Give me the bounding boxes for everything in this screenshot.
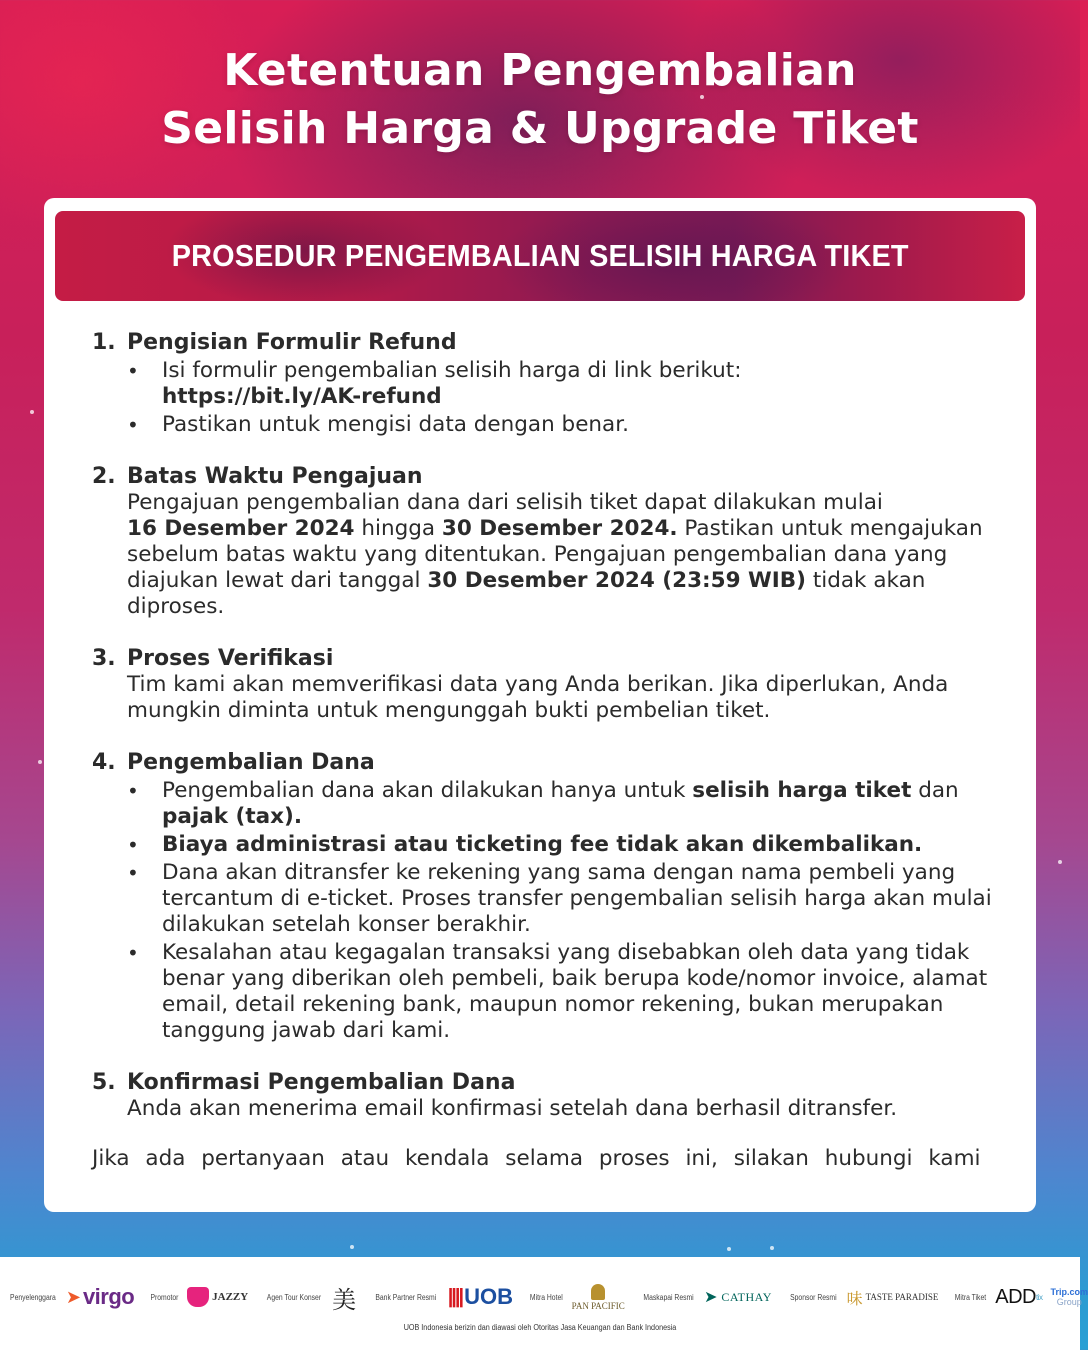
taste-paradise-mark-icon: 味 <box>846 1288 863 1308</box>
list-item: • Pastikan untuk mengisi data dengan benar. <box>127 412 1002 438</box>
section-deadline <box>92 464 1002 620</box>
sponsor-label: Sponsor Resmi <box>790 1292 837 1302</box>
sponsor-label: Bank Partner Resmi <box>375 1292 437 1302</box>
sponsor-label: Mitra Tiket <box>955 1292 987 1302</box>
sponsor-label: Agen Tour Konser <box>266 1292 322 1302</box>
procedure-list <box>92 330 1002 1172</box>
taste-paradise-logo: 味 TASTE PARADISE <box>847 1286 939 1309</box>
list-item: • Biaya administrasi atau ticketing fee tidak akan dikembalikan. <box>127 832 1002 858</box>
virgo-mark-icon: ➤ <box>65 1286 81 1307</box>
list-item: • Kesalahan atau kegagalan transaksi yang disebabkan oleh data yang tidak benar yang diberikan oleh pembeli, baik berupa kode/nomor invoice, alamat email, detail rekening bank, maupun nomor rekening, bukan merupakan tanggung jawab dari kami. <box>127 940 1002 1044</box>
section-confirmation <box>92 1070 1002 1122</box>
deadline: 30 Desember 2024 (23:59 WIB) <box>427 568 806 593</box>
section-heading: Pengembalian Dana <box>127 750 375 775</box>
section-number: 1. <box>92 330 116 355</box>
start-date: 16 Desember 2024 <box>127 516 355 541</box>
closing-note: Jika ada pertanyaan atau kendala selama proses ini, silakan hubungi kami <box>92 1146 981 1171</box>
addtix-logo: ADD tix <box>995 1285 1043 1308</box>
section-number: 3. <box>92 646 116 671</box>
page-title <box>0 42 1080 158</box>
sponsor-label: Promotor <box>150 1292 179 1302</box>
list-item: • Isi formulir pengembalian selisih harga di link berikut: https://bit.ly/AK-refund <box>127 358 1002 410</box>
section-heading: Konfirmasi Pengembalian Dana <box>127 1070 516 1095</box>
sponsor-logos <box>0 1275 1088 1319</box>
cathay-logo: ➤ CATHAY <box>703 1289 772 1306</box>
cathay-brushwing-icon: ➤ <box>703 1289 718 1306</box>
section-body: Pengajuan pengembalian dana dari selisih tiket dapat dilakukan mulai 16 Desember 2024 hingga 30 Desember 2024. Pastikan untuk mengajukan sebelum batas waktu yang ditentukan. Pengajuan pengembalian dana yang diajukan lewat dari tanggal 30 Desember 2024 (23:59 WIB) tidak akan diproses. <box>127 490 983 619</box>
sponsor-footer <box>0 1257 1088 1350</box>
section-number: 2. <box>92 464 116 489</box>
trip-com-logo: Trip.com Group <box>1050 1287 1088 1307</box>
section-refund-form <box>92 330 1002 438</box>
crown-icon <box>187 1287 209 1307</box>
list-item: • Pengembalian dana akan dilakukan hanya untuk selisih harga tiket dan pajak (tax). <box>127 778 1002 830</box>
section-refund <box>92 750 1002 1044</box>
sponsor-label: Mitra Hotel <box>529 1292 563 1302</box>
page-title-line1: Ketentuan Pengembalian <box>223 45 857 96</box>
section-verification <box>92 646 1002 724</box>
uob-logo: |||| UOB <box>447 1284 513 1309</box>
page-title-line2: Selisih Harga & Upgrade Tiket <box>161 103 919 154</box>
sponsor-label: Penyelenggara <box>10 1292 56 1302</box>
pan-pacific-crest-icon <box>591 1284 605 1300</box>
regulatory-disclaimer: UOB Indonesia berizin dan diawasi oleh Otoritas Jasa Keuangan dan Bank Indonesia <box>403 1323 677 1332</box>
section-heading: Pengisian Formulir Refund <box>127 330 457 355</box>
end-date: 30 Desember 2024. <box>441 516 678 541</box>
list-item: • Dana akan ditransfer ke rekening yang sama dengan nama pembeli yang tercantum di e-ticket. Proses transfer pengembalian selisih harga akan mulai dilakukan setelah konser berakhir. <box>127 860 1002 938</box>
tour-agent-logo: 美 <box>332 1285 357 1314</box>
section-heading: Proses Verifikasi <box>127 646 334 671</box>
jazzy-logo: JAZZY <box>187 1287 248 1307</box>
section-number: 4. <box>92 750 116 775</box>
section-body: Tim kami akan memverifikasi data yang Anda berikan. Jika diperlukan, Anda mungkin diminta untuk mengunggah bukti pembelian tiket. <box>127 672 949 723</box>
info-card <box>44 198 1036 1212</box>
section-banner <box>55 211 1025 301</box>
refund-link[interactable]: https://bit.ly/AK-refund <box>162 384 442 409</box>
uob-mark-icon: |||| <box>447 1285 463 1308</box>
sponsor-label: Maskapai Resmi <box>643 1292 694 1302</box>
section-number: 5. <box>92 1070 116 1095</box>
section-heading: Batas Waktu Pengajuan <box>127 464 423 489</box>
section-body: Anda akan menerima email konfirmasi setelah dana berhasil ditransfer. <box>127 1096 898 1121</box>
virgo-logo: ➤ virgo <box>65 1284 135 1309</box>
banner-title: PROSEDUR PENGEMBALIAN SELISIH HARGA TIKET <box>171 238 909 273</box>
pan-pacific-logo: PAN PACIFIC <box>572 1284 625 1311</box>
